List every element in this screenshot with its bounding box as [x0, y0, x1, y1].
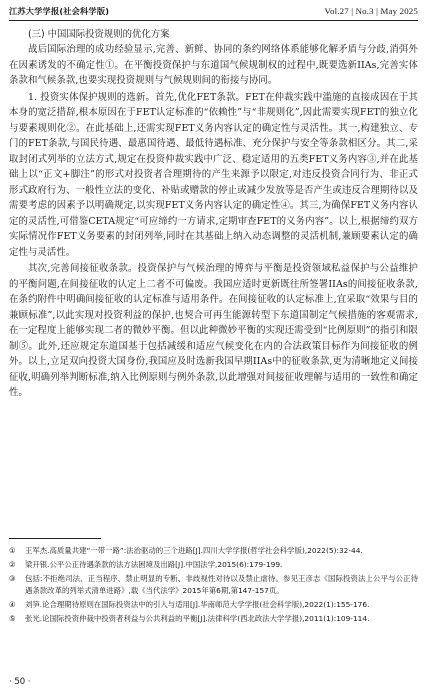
- paragraph-fet-clause: 1. 投资实体保护规则的选新。首先,优化FET条款。FET在仲裁实践中滥施的直接成因在于其本身的宽泛措辞,根本原因在于FET认定标准的“依赖性”与“非规则化”,因此需要实现FET的独立化与要素规则化②。在此基础上,还需实现FET义务内容认定的确定性与灵活性。其一,构建独立、专门的FET条款,与国民待遇、最惠国待遇、最低待遇标准、充分保护与安全等条款相区分。其二,采取封闭式列举的立法方式,规定在投资仲裁实践中广泛、稳定适用的五类FET义务内容③,并在此基础上以“正文+脚注”的形式对投资者合理期待的产生来源予以限定,对违反投资合同行为、非正式形式政府行为、一般性立法的变化、补贴或赠款的停止或减少发放等是否产生或违反合理期待以及需要考虑的因素予以明确规定,以实现FET义务内容认定的确定性④。其三,为确保FET义务内容认定的灵活性,可借鉴CETA规定“可应缔约一方请求,定期审查FET的义务内容”。以上,根据缔约双方实际情况作FET义务要素的封闭列举,同时在其基础上纳入动态调整的灵活机制,兼顾要素认定的确定性与灵活性。: [9, 91, 418, 258]
- footnote: [9, 559, 418, 571]
- footnote-mark: ③: [9, 574, 16, 583]
- footnote: [9, 599, 418, 611]
- paragraph-indirect-expropriation: 其次,完善间接征收条款。投资保护与气候治理的博弈与平衡是投资领域私益保护与公益维护的平衡问题,在间接征收的认定上二者不可偏废。我国应适时更新既往所签署IIAs的间接征收条款,在条约附件中明确间接征收的认定标准与适用条件。在间接征收的认定标准上,宜采取“效果与目的兼顾标准”,以此实现对投资利益的保护,也契合可再生能源转型下东道国制定气候措施的客观需求,在一定程度上能够实现二者的微妙平衡。但以此种微妙平衡的实现还需受到“比例原则”的指引和限制⑤。此外,还应规定东道国基于包括减缓和适应气候变化在内的合法政策目标作为间接征收的例外。以上,立足双向投资大国身份,我国应及时选新我国早期IIAs中的征收条款,更为清晰地定义间接征收,明确列举判断标准,纳入比例原则与例外条款,以此增强对间接征收理解与适用的一致性和确定性。: [9, 263, 418, 398]
- footnote-mark: ⑤: [9, 614, 16, 623]
- footnote-text: 刘笋.论合理期待原则在国际投资法中的引入与适用[J].华南师范大学学报(社会科学版),2022(1):155-176.: [25, 600, 370, 609]
- page-number: · 50 ·: [9, 677, 31, 687]
- footnote: [9, 545, 418, 557]
- footnote: [9, 613, 418, 625]
- journal-title: 江苏大学学报(社会科学版): [9, 5, 110, 16]
- footnote-text: 包括:不拒绝司法、正当程序、禁止明显的专断、非歧视性对待以及禁止虐待。参见王彦志《国际投资法上公平与公正待遇条款改革的列举式清单进路》,载《当代法学》2015年第6期,第147-157页。: [25, 574, 418, 595]
- footnote-text: 张光.论国际投资仲裁中投资者利益与公共利益的平衡[J].法律科学(西北政法大学学报),2011(1):109-114.: [25, 614, 370, 623]
- footnote-mark: ①: [9, 546, 16, 555]
- footnote-mark: ④: [9, 600, 16, 609]
- footnote-text: 王军杰.高质量共建“一带一路”:法治驱动的三个进路[J].四川大学学报(哲学社会科学版),2022(5):32-44.: [25, 546, 363, 555]
- running-header: [9, 3, 418, 19]
- header-rule: [9, 20, 418, 21]
- paragraph-intro: 战后国际治理的成功经验显示,完善、新鲜、协同的条约网络体系能够化解矛盾与分歧,消弭外在因素诱发的不确定性①。在平衡投资保护与东道国气候规制权的过程中,既要选新IIAs,完善实体条款和气候条款,也要实现投资规则与气候规则间的衔接与协同。: [9, 44, 418, 86]
- footnote-text: 梁开银.公平公正待遇条款的法方法困境及出路[J].中国法学,2015(6):179-199.: [25, 560, 283, 569]
- section-heading: (三) 中国国际投资规则的优化方案: [28, 29, 170, 40]
- footnote: [9, 573, 418, 597]
- footnotes: [9, 545, 418, 627]
- article-body: [9, 27, 418, 402]
- issue-info: Vol.27 | No.3 | May 2025: [324, 6, 418, 16]
- footnote-rule: [9, 538, 101, 539]
- footnote-mark: ②: [9, 560, 16, 569]
